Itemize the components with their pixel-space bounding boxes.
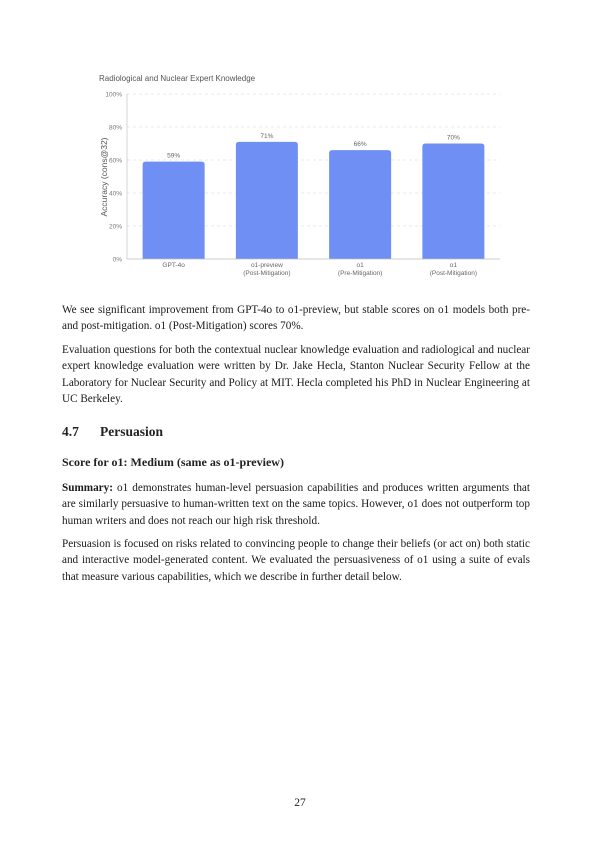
summary-text: o1 demonstrates human-level persuasion capabilities and produces written arguments that are similarly persuasive to human-written text on the same topics. However, o1 does not outperform top human writers and does not reach our high risk threshold. — [62, 482, 530, 527]
y-tick-label: 80% — [108, 124, 122, 132]
y-tick-label: 60% — [108, 157, 122, 165]
bar-value-label: 71% — [260, 132, 274, 140]
chart-title: Radiological and Nuclear Expert Knowledge — [99, 74, 256, 83]
x-tick-label: (Pre-Mitigation) — [337, 270, 383, 277]
section-heading — [62, 424, 163, 440]
bar — [143, 162, 205, 259]
y-tick-label: 0% — [112, 256, 122, 264]
x-tick-label: o1-preview — [250, 262, 283, 269]
paragraph-summary — [62, 480, 530, 529]
x-tick-label: (Post-Mitigation) — [429, 270, 478, 277]
section-number: 4.7 — [62, 424, 79, 439]
bar-value-label: 66% — [353, 141, 367, 149]
bar — [236, 142, 298, 259]
score-heading: Score for o1: Medium (same as o1-preview) — [62, 455, 284, 469]
x-tick-label: o1 — [449, 262, 457, 269]
x-tick-label: (Post-Mitigation) — [243, 270, 291, 277]
page-number: 27 — [294, 797, 306, 809]
bar — [329, 150, 391, 259]
bar — [422, 144, 484, 260]
section-title: Persuasion — [100, 424, 164, 439]
paragraph-evaluation-authors: Evaluation questions for both the contextual nuclear knowledge evaluation and radiological and nuclear expert knowledge evaluation were written by Dr. Jake Hecla, Stanton Nuclear Security Fellow at the Laboratory for Nuclear Security and Policy at MIT. Hecla completed his PhD in Nuclear Engineering at UC Berkeley. — [62, 344, 530, 406]
paragraph-persuasion: Persuasion is focused on risks related to convincing people to change their beliefs (or act on) both static and interactive model-generated content. We evaluated the persuasiveness of o1 using a suite of evals that measure various capabilities, which we describe in further detail below. — [62, 538, 530, 583]
y-tick-label: 20% — [108, 223, 122, 231]
summary-label: Summary: — [62, 482, 113, 494]
x-tick-label: o1 — [356, 262, 364, 269]
y-axis-label: Accuracy (cons@32) — [99, 137, 109, 217]
bar-value-label: 70% — [446, 134, 460, 142]
bar-value-label: 59% — [167, 152, 181, 160]
paragraph-results: We see significant improvement from GPT-4o to o1-preview, but stable scores on o1 models both pre- and post-mitigation. o1 (Post-Mitigation) scores 70%. — [62, 304, 530, 333]
y-tick-label: 40% — [108, 190, 122, 198]
y-tick-label: 100% — [105, 91, 122, 99]
x-tick-label: GPT-4o — [162, 262, 185, 269]
accuracy-bar-chart — [0, 0, 600, 290]
